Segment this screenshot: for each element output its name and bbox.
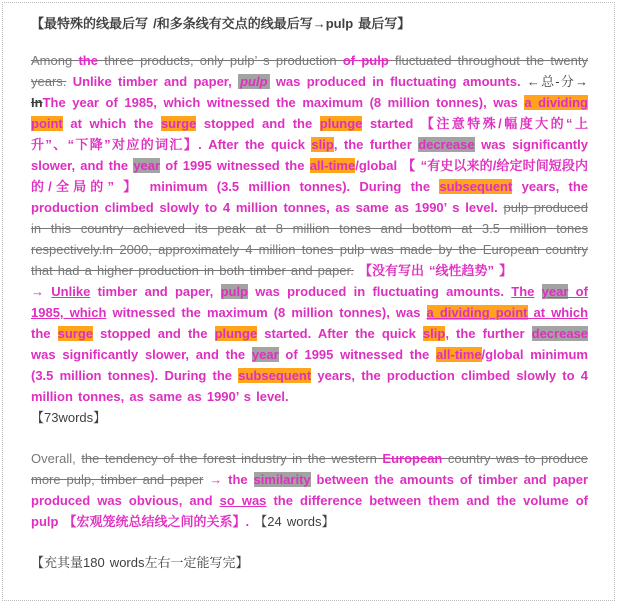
lesson-note-header [31, 13, 588, 34]
text-run: the tendency of the forest industry in the western [81, 451, 383, 466]
text-run: between the amounts of timber and paper produced was obvious, and [31, 472, 589, 508]
footer-note [31, 552, 588, 573]
text-run: ←总-分→ [526, 74, 588, 89]
text-run: the [78, 53, 98, 68]
text-run: Among [31, 53, 79, 68]
text-run: pulp [240, 74, 268, 89]
text-run: a dividing point [31, 95, 588, 131]
text-run: year [133, 158, 161, 173]
text-run: year [251, 347, 279, 362]
text-run: Unlike timber and paper, [66, 74, 239, 89]
text-run: 【73words】 [31, 410, 107, 425]
text-run: of pulp [342, 53, 389, 68]
text-run: Unlike [51, 284, 91, 299]
text-run: 【最特殊的线最后写 /和多条线有交点的线最后写→pulp 最后写】 [31, 16, 411, 31]
text-run: subsequent [439, 179, 513, 194]
text-run: The [511, 284, 535, 299]
text-run [534, 284, 541, 299]
text-run: at which [527, 305, 589, 320]
text-run: a dividing point [426, 305, 528, 320]
text-run: the difference between them and the volume of pulp 【宏观笼统总结线之间的关系】. [31, 493, 589, 529]
text-run: so was [219, 493, 267, 508]
text-run: year [541, 284, 569, 299]
text-run: European [382, 451, 443, 466]
text-run: The year of 1985, which witnessed the maximum (8 million tonnes), was [42, 95, 525, 110]
text-run: witnessed the maximum (8 million tonnes), was [106, 305, 427, 320]
body-paragraph-with-corrections [31, 50, 588, 428]
text-run: all-time [309, 158, 356, 173]
text-run: years, the production climbed slowly to 4 million tonnes, as same as 1990’ s level. [31, 368, 588, 404]
text-run: → the [203, 472, 254, 487]
text-run: → [31, 284, 52, 299]
text-run: slip [422, 326, 446, 341]
text-run: /global minimum (3.5 million tonnes). During the [31, 347, 588, 383]
text-run: pulp [220, 284, 248, 299]
text-run: In [31, 95, 43, 110]
text-run: 【24 words】 [254, 514, 335, 529]
text-run: similarity [253, 472, 311, 487]
text-run: , the further [445, 326, 532, 341]
text-run: stopped and the [196, 116, 320, 131]
overall-summary-paragraph [31, 448, 588, 532]
text-run: of 1995 witnessed the [160, 158, 310, 173]
text-run: years, the production climbed slowly to 4 million tonnes, as same as 1990’ s level. [31, 179, 588, 215]
text-run: started. After the quick [257, 326, 423, 341]
text-run: was produced in fluctuating amounts. [248, 284, 512, 299]
text-run: pulp produced in this country achieved its peak at 8 million tones and bottom at 3.5 million tones respectively.In 2000, approximately 4 million tones pulp was made by the European country that had a higher production in both timber and paper. [31, 200, 588, 278]
text-run: all-time [436, 347, 482, 362]
text-run: of 1995 witnessed the [278, 347, 437, 362]
text-run: at which the [62, 116, 161, 131]
text-run: the [31, 326, 58, 341]
text-run: of 1985, which [31, 284, 588, 320]
text-run: slip [311, 137, 334, 152]
text-run: , the further [333, 137, 419, 152]
text-run: plunge [319, 116, 363, 131]
text-run: country was to produce more pulp, timber and paper [31, 451, 588, 487]
text-run: plunge [214, 326, 258, 341]
text-run: surge [160, 116, 197, 131]
text-run: was produced in fluctuating amounts. [269, 74, 527, 89]
document-frame [2, 2, 615, 601]
text-run: decrease [418, 137, 475, 152]
text-run: timber and paper, [90, 284, 221, 299]
text-run: /global 【 “有史以来的/给定时间短段内的/全局的” 】 minimum (3.5 million tonnes). During the [31, 158, 588, 194]
text-run: surge [57, 326, 94, 341]
text-run: three products, only pulp’ s production [97, 53, 343, 68]
text-run: decrease [531, 326, 589, 341]
text-run: 【充其量180 words左右一定能写完】 [31, 555, 249, 570]
text-run: started 【注意特殊/幅度大的“上升”、“下降”对应的词汇】. After the quick [31, 116, 588, 152]
text-run: fluctuated throughout the twenty years. [31, 53, 588, 89]
text-run: 【没有写出 “线性趋势” 】 [353, 263, 513, 278]
text-run: was significantly slower, and the [31, 347, 252, 362]
text-run: stopped and the [93, 326, 215, 341]
document-body [31, 13, 588, 573]
text-run: Overall, [31, 451, 82, 466]
text-run: was significantly slower, and the [31, 137, 588, 173]
text-run: subsequent [238, 368, 312, 383]
